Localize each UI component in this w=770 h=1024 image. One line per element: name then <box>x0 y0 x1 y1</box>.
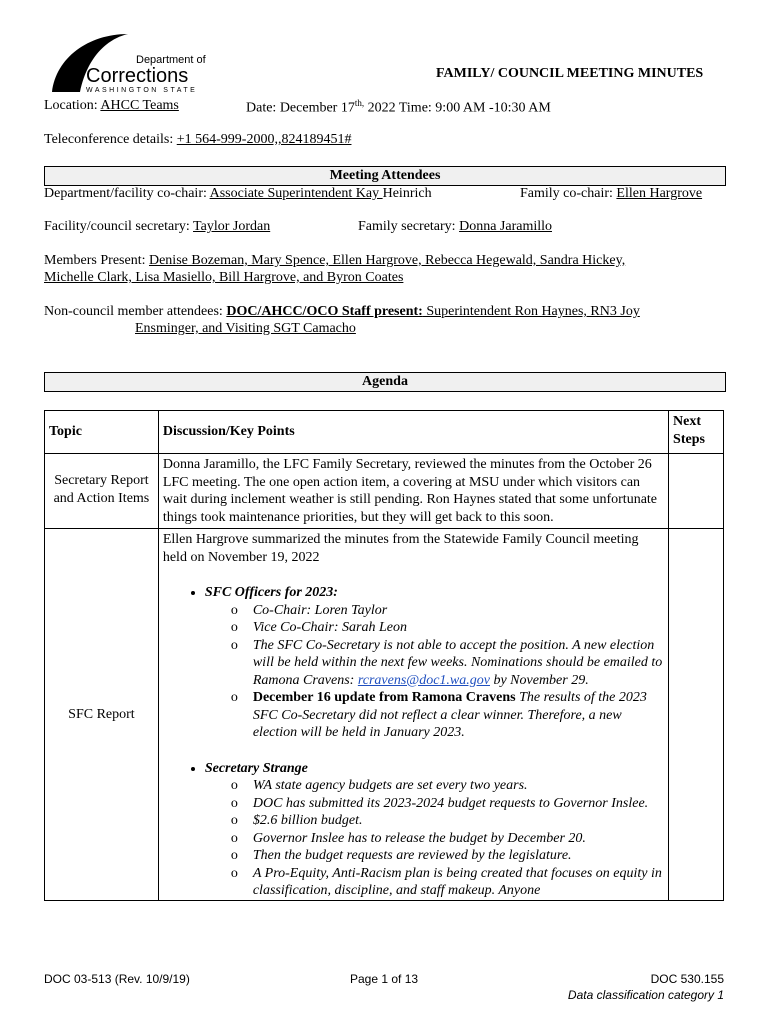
col-next-1: Next <box>673 414 702 429</box>
attendees-heading: Meeting Attendees <box>44 166 726 186</box>
list-item: o WA state agency budgets are set every two years. <box>253 777 664 795</box>
footer-form-number: DOC 03-513 (Rev. 10/9/19) <box>44 972 190 986</box>
list-item: o Vice Co-Chair: Sarah Leon <box>253 619 664 637</box>
location-value: AHCC Teams <box>100 98 179 113</box>
list-item <box>253 689 664 742</box>
family-cochair-label: Family co-chair: <box>520 186 617 201</box>
col-next-steps <box>669 411 724 454</box>
list-item: o Then the budget requests are reviewed by the legislature. <box>253 847 664 865</box>
tele-value[interactable]: +1 564-999-2000,,824189451# <box>176 132 352 147</box>
cochair-last: Heinrich <box>382 186 432 201</box>
footer-page-number: Page 1 of 13 <box>350 972 419 986</box>
members-line-1 <box>44 253 625 269</box>
agenda-heading: Agenda <box>44 372 726 392</box>
cochair-value: Associate Superintendent Kay <box>209 186 383 201</box>
date-sup: th, <box>354 98 365 108</box>
noncouncil-names-2: Ensminger, and Visiting SGT Camacho <box>135 321 356 336</box>
col-discussion: Discussion/Key Points <box>158 411 668 454</box>
secretary-value: Taylor Jordan <box>193 219 271 234</box>
col-next-2: Steps <box>673 431 705 447</box>
list-item <box>253 637 664 690</box>
bullet-sfc-officers: SFC Officers for 2023: <box>204 585 338 600</box>
row2-topic: SFC Report <box>45 529 159 901</box>
family-secretary-label: Family secretary: <box>358 219 460 234</box>
row1-topic: Secretary Report and Action Items <box>45 454 159 529</box>
members-label: Members Present: <box>44 253 149 268</box>
footer-classification: Data classification category 1 <box>567 988 724 1002</box>
date-label: Date: December 17 <box>246 100 355 116</box>
row2-discussion <box>158 529 668 901</box>
list-item: o A Pro-Equity, Anti-Racism plan is being created that focuses on equity in classification, discipline, and staff makeup. Anyone <box>253 865 664 900</box>
noncouncil-line-1 <box>44 304 640 320</box>
list-item: o DOC has submitted its 2023-2024 budget requests to Governor Inslee. <box>253 795 664 813</box>
email-link[interactable]: rcravens@doc1.wa.gov <box>357 672 490 688</box>
logo-line-2: Corrections <box>86 65 189 87</box>
date-rest: 2022 Time: 9:00 AM -10:30 AM <box>364 100 551 116</box>
list-item: o Governor Inslee has to release the budget by December 20. <box>253 830 664 848</box>
agenda-table <box>44 410 724 901</box>
secretary-line <box>44 219 270 235</box>
family-secretary-value: Donna Jaramillo <box>459 219 552 234</box>
row2-next-steps <box>669 529 724 901</box>
page-title: FAMILY/ COUNCIL MEETING MINUTES <box>436 66 704 81</box>
list-item: o Co-Chair: Loren Taylor <box>253 602 664 620</box>
table-header-row <box>45 411 724 454</box>
location-line <box>44 98 179 114</box>
update-rest: The results of the 2023 SFC Co-Secretary did not reflect a clear winner. Therefore, a new election will be held in January 2023. <box>252 690 647 740</box>
logo-line-1: Department of <box>136 54 206 66</box>
cochair-line <box>44 186 432 202</box>
noncouncil-bold: DOC/AHCC/OCO Staff present: <box>226 304 423 319</box>
secretary-label: Facility/council secretary: <box>44 219 194 234</box>
cochair-label: Department/facility co-chair: <box>44 186 210 201</box>
doc-logo <box>48 28 208 98</box>
col-topic: Topic <box>45 411 159 454</box>
update-bold: December 16 update from Ramona Cravens <box>252 690 516 705</box>
row1-next-steps <box>669 454 724 529</box>
members-names-1: Denise Bozeman, Mary Spence, Ellen Hargrove, Rebecca Hegewald, Sandra Hickey, <box>148 253 626 268</box>
teleconference-line <box>44 132 351 148</box>
family-cochair-line <box>520 186 702 202</box>
family-cochair-value: Ellen Hargrove <box>616 186 703 201</box>
date-line <box>246 98 551 117</box>
bullet-secretary-strange: Secretary Strange <box>204 760 308 776</box>
footer-policy-number: DOC 530.155 <box>650 972 724 986</box>
list-item-text: The SFC Co-Secretary is not able to accept the position. A new election will be held within the next few weeks. Nominations should be emailed to Ramona Cravens: <box>252 637 663 688</box>
noncouncil-label: Non-council member attendees: <box>44 304 227 319</box>
location-label: Location: <box>44 98 101 113</box>
list-item: o $2.6 billion budget. <box>253 812 664 830</box>
logo-line-3: WASHINGTON STATE <box>86 87 198 94</box>
family-secretary-line <box>358 219 552 235</box>
members-names-2: Michelle Clark, Lisa Masiello, Bill Hargrove, and Byron Coates <box>44 270 404 285</box>
row1-discussion: Donna Jaramillo, the LFC Family Secretary, reviewed the minutes from the October 26 LFC meeting. The one open action item, a covering at MSU under which visitors can wait during inclement weather is still pending. Ron Haynes stated that some unfortunate things took maintenance priorities, but they will get back to this soon. <box>158 454 668 529</box>
list-item-text-after: by November 29. <box>489 672 589 688</box>
noncouncil-names-1: Superintendent Ron Haynes, RN3 Joy <box>422 304 640 319</box>
tele-label: Teleconference details: <box>44 132 177 147</box>
row2-intro: Ellen Hargrove summarized the minutes from the Statewide Family Council meeting held on November 19, 2022 <box>162 532 639 565</box>
table-row <box>45 454 724 529</box>
table-row <box>45 529 724 901</box>
